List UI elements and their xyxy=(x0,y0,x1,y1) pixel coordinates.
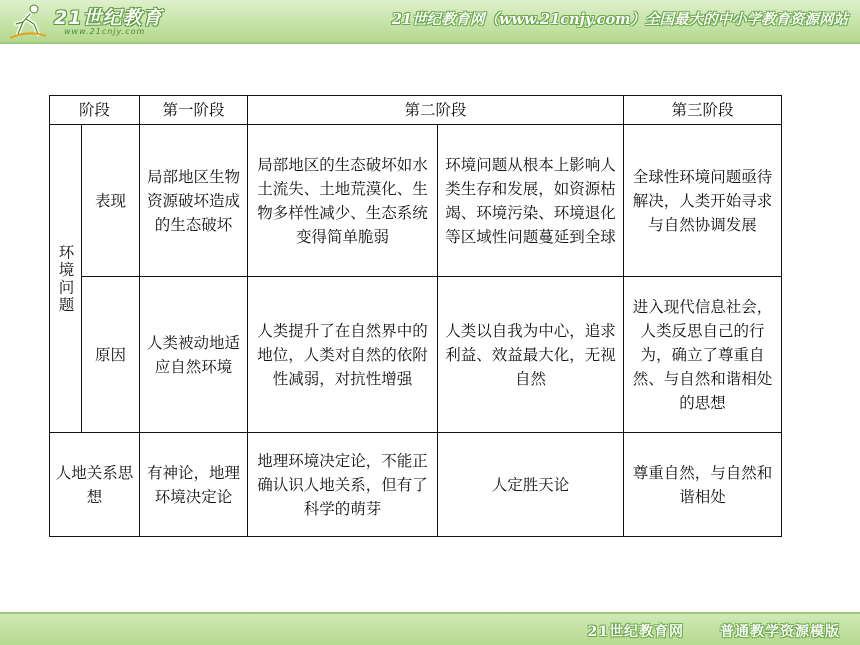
running-figure-icon xyxy=(8,2,48,40)
stages-table-container xyxy=(49,95,781,535)
header-stage2: 第二阶段 xyxy=(248,96,624,125)
table-row-manifestation xyxy=(50,125,782,277)
footer-banner xyxy=(0,612,860,645)
env-problem-label: 环境问题 xyxy=(50,125,82,433)
cell-thought-stage2a: 地理环境决定论，不能正确认识人地关系，但有了科学的萌芽 xyxy=(248,433,438,537)
logo-url: www.21cnjy.com xyxy=(64,27,146,36)
cell-manifestation-stage2a: 局部地区的生态破坏如水土流失、土地荒漠化、生物多样性减少、生态系统变得简单脆弱 xyxy=(248,125,438,277)
table-row-cause xyxy=(50,277,782,433)
cell-manifestation-stage3: 全球性环境问题亟待解决，人类开始寻求与自然协调发展 xyxy=(624,125,782,277)
cell-cause-stage1: 人类被动地适应自然环境 xyxy=(140,277,248,433)
cell-manifestation-stage2b: 环境问题从根本上影响人类生存和发展，如资源枯竭、环境污染、环境退化等区域性问题蔓延到全球 xyxy=(438,125,624,277)
cell-cause-stage2a: 人类提升了在自然界中的地位，人类对自然的依附性减弱，对抗性增强 xyxy=(248,277,438,433)
footer-site: 21世纪教育网 xyxy=(587,624,684,640)
cell-manifestation-stage1: 局部地区生物资源破坏造成的生态破坏 xyxy=(140,125,248,277)
cell-thought-stage2b: 人定胜天论 xyxy=(438,433,624,537)
logo-text: 21世纪教育 xyxy=(54,7,163,29)
header-stage: 阶段 xyxy=(50,96,140,125)
row-label-manifestation: 表现 xyxy=(82,125,140,277)
row-label-thought: 人地关系思想 xyxy=(50,433,140,537)
footer-text xyxy=(588,621,840,641)
header-slogan: 21世纪教育网（www.21cnjy.com）全国最大的中小学教育资源网站 xyxy=(391,11,848,28)
cell-thought-stage1: 有神论，地理环境决定论 xyxy=(140,433,248,537)
footer-template: 普通教学资源模版 xyxy=(720,624,840,640)
header-stage3: 第三阶段 xyxy=(624,96,782,125)
cell-cause-stage2b: 人类以自我为中心，追求利益、效益最大化，无视自然 xyxy=(438,277,624,433)
table-row-thought xyxy=(50,433,782,537)
header-divider xyxy=(0,42,860,44)
header-stage1: 第一阶段 xyxy=(140,96,248,125)
table-header-row xyxy=(50,96,782,125)
cell-cause-stage3: 进入现代信息社会，人类反思自己的行为，确立了尊重自然、与自然和谐相处的思想 xyxy=(624,277,782,433)
header-banner xyxy=(0,0,860,42)
row-label-cause: 原因 xyxy=(82,277,140,433)
cell-thought-stage3: 尊重自然，与自然和谐相处 xyxy=(624,433,782,537)
stages-table xyxy=(49,95,782,537)
